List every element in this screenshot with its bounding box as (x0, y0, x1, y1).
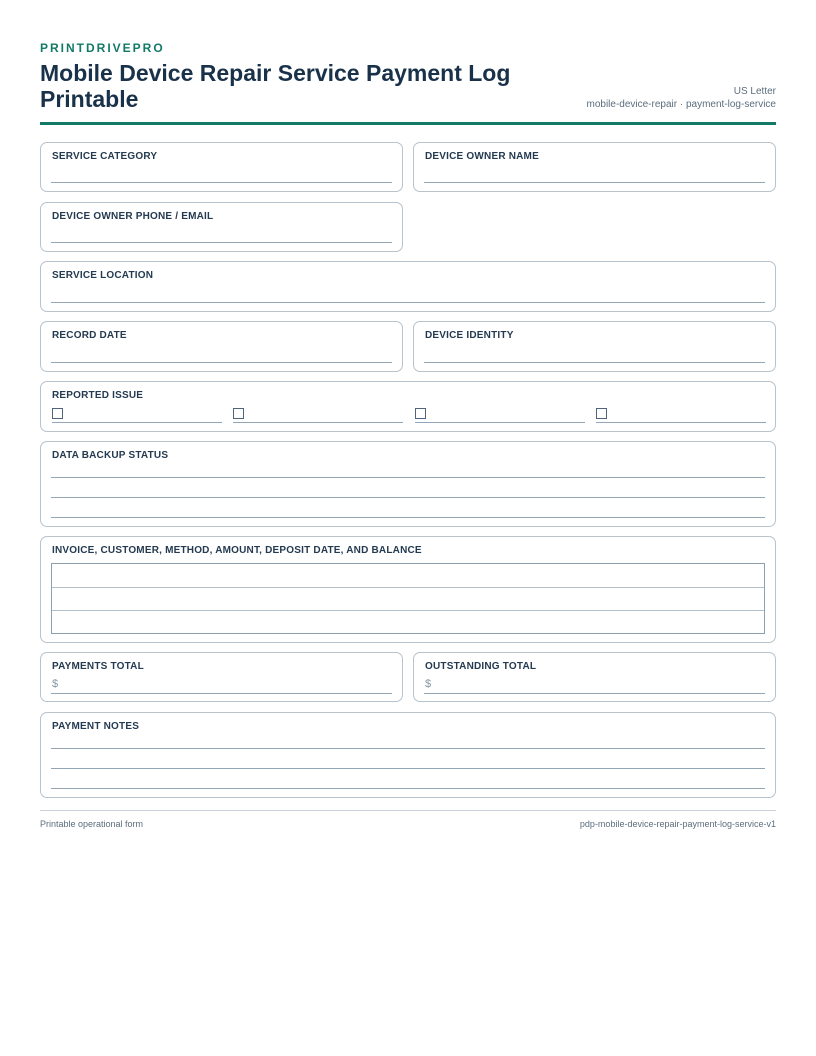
form-header (40, 0, 776, 126)
payment-notes-line-2[interactable] (51, 768, 765, 769)
payment-notes-line-1[interactable] (51, 748, 765, 749)
payments-total-label: PAYMENTS TOTAL (52, 661, 144, 672)
device-identity-field (413, 321, 776, 372)
payment-notes-field (40, 712, 776, 798)
service-location-label: SERVICE LOCATION (52, 270, 154, 281)
footer-divider (40, 810, 776, 811)
issue-checkbox-3[interactable] (415, 408, 426, 419)
reported-issue-option-1 (52, 408, 222, 424)
footer-description: Printable operational form (40, 819, 144, 829)
issue-checkbox-4[interactable] (596, 408, 607, 419)
brand-logo-text: PRINTDRIVEPRO (40, 41, 165, 55)
device-owner-name-label: DEVICE OWNER NAME (425, 151, 539, 162)
device-owner-name-input-line[interactable] (424, 182, 765, 183)
device-owner-contact-input-line[interactable] (51, 242, 392, 243)
paper-size-label: US Letter (733, 86, 776, 97)
data-backup-status-label: DATA BACKUP STATUS (52, 450, 169, 461)
issue-checkbox-1[interactable] (52, 408, 63, 419)
reported-issue-option-2 (233, 408, 403, 424)
device-identity-input-line[interactable] (424, 362, 765, 363)
issue-option-line-2[interactable] (233, 422, 403, 423)
payment-notes-label: PAYMENT NOTES (52, 721, 140, 732)
payments-total-currency: $ (52, 678, 59, 690)
data-backup-line-3[interactable] (51, 517, 765, 518)
table-row[interactable] (52, 610, 764, 633)
device-identity-label: DEVICE IDENTITY (425, 330, 514, 341)
service-category-label: SERVICE CATEGORY (52, 151, 158, 162)
service-category-field (40, 142, 403, 192)
table-row[interactable] (52, 564, 764, 587)
service-category-input-line[interactable] (51, 182, 392, 183)
issue-checkbox-2[interactable] (233, 408, 244, 419)
reported-issue-label: REPORTED ISSUE (52, 390, 144, 401)
payments-table-field (40, 536, 776, 643)
record-date-field (40, 321, 403, 372)
reported-issue-field (40, 381, 776, 432)
payments-table (51, 563, 765, 634)
device-owner-contact-label: DEVICE OWNER PHONE / EMAIL (52, 211, 214, 222)
data-backup-line-1[interactable] (51, 477, 765, 478)
form-tags: mobile-device-repair · payment-log-service (586, 99, 776, 110)
form-page (40, 0, 776, 829)
record-date-label: RECORD DATE (52, 330, 127, 341)
data-backup-status-field (40, 441, 776, 527)
outstanding-total-currency: $ (425, 678, 432, 690)
outstanding-total-label: OUTSTANDING TOTAL (425, 661, 537, 672)
issue-option-line-3[interactable] (415, 422, 585, 423)
outstanding-total-input-line[interactable] (424, 693, 765, 694)
form-id: pdp-mobile-device-repair-payment-log-service-v1 (579, 819, 776, 829)
service-location-input-line[interactable] (51, 302, 765, 303)
issue-option-line-1[interactable] (52, 422, 222, 423)
payment-notes-line-3[interactable] (51, 788, 765, 789)
form-meta (586, 85, 776, 111)
payments-table-label: INVOICE, CUSTOMER, METHOD, AMOUNT, DEPOSIT DATE, AND BALANCE (52, 545, 422, 556)
record-date-input-line[interactable] (51, 362, 392, 363)
data-backup-line-2[interactable] (51, 497, 765, 498)
payments-total-input-line[interactable] (51, 693, 392, 694)
device-owner-name-field (413, 142, 776, 192)
header-divider (40, 122, 776, 125)
service-location-field (40, 261, 776, 312)
reported-issue-option-3 (415, 408, 585, 424)
page-title: Mobile Device Repair Service Payment Log Printable (40, 60, 511, 112)
payments-total-field (40, 652, 403, 702)
device-owner-contact-field (40, 202, 403, 252)
table-row[interactable] (52, 587, 764, 610)
issue-option-line-4[interactable] (596, 422, 766, 423)
reported-issue-option-4 (596, 408, 766, 424)
outstanding-total-field (413, 652, 776, 702)
